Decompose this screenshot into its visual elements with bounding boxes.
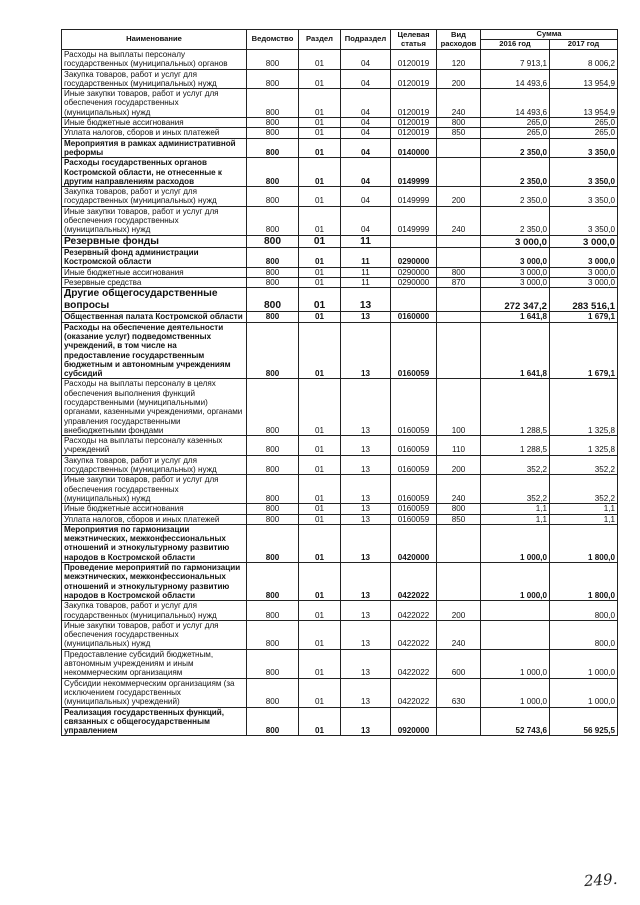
row-name-cell: Иные закупки товаров, работ и услуг для обеспечения государственных (муниципальных) нужд xyxy=(62,620,247,649)
handwritten-page-number: 249. xyxy=(583,869,618,891)
row-year1-cell xyxy=(481,601,550,621)
row-subsection-cell: 04 xyxy=(341,138,391,158)
table-row xyxy=(62,267,618,277)
table-row xyxy=(62,50,618,70)
row-subsection-cell: 13 xyxy=(341,563,391,601)
budget-sheet xyxy=(61,29,617,736)
row-year2-cell: 1 000,0 xyxy=(550,678,618,707)
row-name-cell: Предоставление субсидий бюджетным, автономным учреждениям и иным некоммерческим организациям xyxy=(62,649,247,678)
row-year2-cell: 1 325,8 xyxy=(550,379,618,436)
row-year2-cell: 1 679,1 xyxy=(550,322,618,379)
row-section-cell: 01 xyxy=(299,248,341,268)
row-ministry-cell: 800 xyxy=(247,678,299,707)
row-target-cell: 0120019 xyxy=(391,118,437,128)
row-year2-cell: 56 925,5 xyxy=(550,707,618,736)
row-expense-type-cell: 110 xyxy=(437,436,481,456)
header-row xyxy=(62,30,618,40)
row-subsection-cell: 13 xyxy=(341,649,391,678)
row-year1-cell: 1,1 xyxy=(481,504,550,514)
row-name-cell: Расходы на выплаты персоналу казенных учреждений xyxy=(62,436,247,456)
row-ministry-cell: 800 xyxy=(247,322,299,379)
row-year2-cell: 3 000,0 xyxy=(550,278,618,288)
row-year2-cell: 13 954,9 xyxy=(550,89,618,118)
row-year1-cell: 352,2 xyxy=(481,455,550,475)
row-section-cell: 01 xyxy=(299,89,341,118)
row-section-cell: 01 xyxy=(299,206,341,235)
row-target-cell: 0422022 xyxy=(391,620,437,649)
row-target-cell: 0422022 xyxy=(391,678,437,707)
row-target-cell xyxy=(391,288,437,312)
row-year2-cell: 1,1 xyxy=(550,514,618,524)
table-row xyxy=(62,118,618,128)
row-name-cell: Иные закупки товаров, работ и услуг для обеспечения государственных (муниципальных) нужд xyxy=(62,475,247,504)
row-target-cell: 0420000 xyxy=(391,524,437,562)
table-row xyxy=(62,475,618,504)
row-section-cell: 01 xyxy=(299,620,341,649)
row-year1-cell: 272 347,2 xyxy=(481,288,550,312)
row-subsection-cell: 04 xyxy=(341,69,391,89)
row-name-cell: Мероприятия по гармонизации межэтнических, межконфессиональных отношений и этнокультурному развитию народов в Костромской области xyxy=(62,524,247,562)
row-expense-type-cell xyxy=(437,707,481,736)
row-ministry-cell: 800 xyxy=(247,138,299,158)
row-year2-cell: 1 800,0 xyxy=(550,563,618,601)
row-section-cell: 01 xyxy=(299,379,341,436)
row-ministry-cell: 800 xyxy=(247,288,299,312)
row-name-cell: Мероприятия в рамках административной реформы xyxy=(62,138,247,158)
row-year2-cell: 3 350,0 xyxy=(550,187,618,207)
row-name-cell: Иные бюджетные ассигнования xyxy=(62,504,247,514)
row-section-cell: 01 xyxy=(299,514,341,524)
table-row xyxy=(62,524,618,562)
col-name-header: Наименование xyxy=(62,30,247,50)
row-ministry-cell: 800 xyxy=(247,475,299,504)
row-target-cell: 0160059 xyxy=(391,455,437,475)
row-subsection-cell: 11 xyxy=(341,248,391,268)
row-year1-cell: 1 288,5 xyxy=(481,436,550,456)
row-target-cell: 0160059 xyxy=(391,322,437,379)
row-name-cell: Реализация государственных функций, связанных с общегосударственным управлением xyxy=(62,707,247,736)
row-section-cell: 01 xyxy=(299,138,341,158)
row-ministry-cell: 800 xyxy=(247,278,299,288)
row-year1-cell: 1 641,8 xyxy=(481,312,550,322)
row-year1-cell: 265,0 xyxy=(481,118,550,128)
row-year1-cell: 2 350,0 xyxy=(481,158,550,187)
row-section-cell: 01 xyxy=(299,707,341,736)
row-section-cell: 01 xyxy=(299,235,341,248)
row-subsection-cell: 13 xyxy=(341,379,391,436)
row-name-cell: Иные закупки товаров, работ и услуг для обеспечения государственных (муниципальных) нужд xyxy=(62,206,247,235)
row-section-cell: 01 xyxy=(299,158,341,187)
row-target-cell: 0422022 xyxy=(391,601,437,621)
row-name-cell: Расходы на обеспечение деятельности (оказание услуг) подведомственных учреждений, в том числе на предоставление государственным бюджетным и автономным учреждениям субсидий xyxy=(62,322,247,379)
row-year1-cell: 2 350,0 xyxy=(481,138,550,158)
row-target-cell: 0920000 xyxy=(391,707,437,736)
row-expense-type-cell: 200 xyxy=(437,69,481,89)
row-year2-cell: 800,0 xyxy=(550,601,618,621)
row-subsection-cell: 04 xyxy=(341,118,391,128)
row-expense-type-cell: 850 xyxy=(437,128,481,138)
table-row xyxy=(62,69,618,89)
row-expense-type-cell: 240 xyxy=(437,89,481,118)
row-ministry-cell: 800 xyxy=(247,50,299,70)
row-name-cell: Закупка товаров, работ и услуг для государственных (муниципальных) нужд xyxy=(62,455,247,475)
row-section-cell: 01 xyxy=(299,69,341,89)
row-name-cell: Уплата налогов, сборов и иных платежей xyxy=(62,514,247,524)
row-name-cell: Уплата налогов, сборов и иных платежей xyxy=(62,128,247,138)
row-expense-type-cell xyxy=(437,235,481,248)
row-expense-type-cell: 240 xyxy=(437,620,481,649)
table-row xyxy=(62,128,618,138)
table-row xyxy=(62,678,618,707)
col-subsection-header: Подраздел xyxy=(341,30,391,50)
row-year1-cell: 14 493,6 xyxy=(481,89,550,118)
row-subsection-cell: 04 xyxy=(341,187,391,207)
row-subsection-cell: 11 xyxy=(341,267,391,277)
row-target-cell: 0160059 xyxy=(391,504,437,514)
row-ministry-cell: 800 xyxy=(247,601,299,621)
row-expense-type-cell xyxy=(437,563,481,601)
row-name-cell: Резервный фонд администрации Костромской области xyxy=(62,248,247,268)
row-year2-cell: 3 350,0 xyxy=(550,158,618,187)
table-row xyxy=(62,235,618,248)
row-section-cell: 01 xyxy=(299,128,341,138)
row-year2-cell: 1 000,0 xyxy=(550,649,618,678)
row-expense-type-cell: 600 xyxy=(437,649,481,678)
row-target-cell: 0149999 xyxy=(391,206,437,235)
row-year2-cell: 3 000,0 xyxy=(550,267,618,277)
row-ministry-cell: 800 xyxy=(247,267,299,277)
row-year1-cell xyxy=(481,620,550,649)
table-row xyxy=(62,278,618,288)
row-subsection-cell: 04 xyxy=(341,128,391,138)
table-row xyxy=(62,288,618,312)
row-name-cell: Резервные средства xyxy=(62,278,247,288)
row-section-cell: 01 xyxy=(299,649,341,678)
row-expense-type-cell xyxy=(437,288,481,312)
row-subsection-cell: 13 xyxy=(341,678,391,707)
table-row xyxy=(62,455,618,475)
row-year1-cell: 3 000,0 xyxy=(481,235,550,248)
row-expense-type-cell xyxy=(437,312,481,322)
row-section-cell: 01 xyxy=(299,601,341,621)
row-section-cell: 01 xyxy=(299,267,341,277)
row-year1-cell: 1 000,0 xyxy=(481,563,550,601)
row-year2-cell: 283 516,1 xyxy=(550,288,618,312)
row-target-cell: 0290000 xyxy=(391,248,437,268)
table-row xyxy=(62,601,618,621)
row-year1-cell: 352,2 xyxy=(481,475,550,504)
row-year2-cell: 3 000,0 xyxy=(550,235,618,248)
col-section-header: Раздел xyxy=(299,30,341,50)
col-sum-header: Сумма xyxy=(481,30,618,40)
table-row xyxy=(62,620,618,649)
row-expense-type-cell xyxy=(437,524,481,562)
row-name-cell: Иные закупки товаров, работ и услуг для обеспечения государственных (муниципальных) нужд xyxy=(62,89,247,118)
row-year1-cell: 1 000,0 xyxy=(481,649,550,678)
row-year1-cell: 7 913,1 xyxy=(481,50,550,70)
table-row xyxy=(62,138,618,158)
budget-table xyxy=(61,29,618,736)
row-year2-cell: 1 800,0 xyxy=(550,524,618,562)
table-row xyxy=(62,158,618,187)
row-year1-cell: 3 000,0 xyxy=(481,248,550,268)
row-ministry-cell: 800 xyxy=(247,524,299,562)
row-name-cell: Иные бюджетные ассигнования xyxy=(62,118,247,128)
row-subsection-cell: 13 xyxy=(341,514,391,524)
table-row xyxy=(62,563,618,601)
row-ministry-cell: 800 xyxy=(247,235,299,248)
table-row xyxy=(62,379,618,436)
row-name-cell: Иные бюджетные ассигнования xyxy=(62,267,247,277)
row-year1-cell: 3 000,0 xyxy=(481,278,550,288)
row-year2-cell: 3 350,0 xyxy=(550,206,618,235)
row-target-cell: 0120019 xyxy=(391,128,437,138)
row-year2-cell: 352,2 xyxy=(550,475,618,504)
row-year2-cell: 352,2 xyxy=(550,455,618,475)
row-ministry-cell: 800 xyxy=(247,620,299,649)
row-expense-type-cell: 200 xyxy=(437,601,481,621)
row-subsection-cell: 13 xyxy=(341,707,391,736)
row-year2-cell: 265,0 xyxy=(550,128,618,138)
row-name-cell: Закупка товаров, работ и услуг для государственных (муниципальных) нужд xyxy=(62,601,247,621)
row-expense-type-cell xyxy=(437,138,481,158)
row-ministry-cell: 800 xyxy=(247,379,299,436)
row-expense-type-cell: 800 xyxy=(437,504,481,514)
row-year1-cell: 2 350,0 xyxy=(481,187,550,207)
col-target-header: Целевая статья xyxy=(391,30,437,50)
row-section-cell: 01 xyxy=(299,50,341,70)
row-expense-type-cell: 240 xyxy=(437,206,481,235)
row-target-cell: 0149999 xyxy=(391,158,437,187)
row-target-cell: 0120019 xyxy=(391,50,437,70)
row-year1-cell: 1 288,5 xyxy=(481,379,550,436)
table-row xyxy=(62,187,618,207)
row-section-cell: 01 xyxy=(299,524,341,562)
row-subsection-cell: 13 xyxy=(341,288,391,312)
row-target-cell: 0290000 xyxy=(391,278,437,288)
table-body xyxy=(62,50,618,736)
row-section-cell: 01 xyxy=(299,312,341,322)
row-section-cell: 01 xyxy=(299,118,341,128)
row-target-cell: 0160059 xyxy=(391,436,437,456)
row-expense-type-cell: 630 xyxy=(437,678,481,707)
row-name-cell: Закупка товаров, работ и услуг для государственных (муниципальных) нужд xyxy=(62,69,247,89)
row-year2-cell: 3 350,0 xyxy=(550,138,618,158)
row-name-cell: Общественная палата Костромской области xyxy=(62,312,247,322)
row-section-cell: 01 xyxy=(299,678,341,707)
row-ministry-cell: 800 xyxy=(247,118,299,128)
row-ministry-cell: 800 xyxy=(247,158,299,187)
col-ministry-header: Ведомство xyxy=(247,30,299,50)
row-year2-cell: 13 954,9 xyxy=(550,69,618,89)
row-year2-cell: 1 325,8 xyxy=(550,436,618,456)
row-year2-cell: 1,1 xyxy=(550,504,618,514)
row-expense-type-cell: 200 xyxy=(437,187,481,207)
table-row xyxy=(62,514,618,524)
row-ministry-cell: 800 xyxy=(247,248,299,268)
col-year2-header: 2017 год xyxy=(550,40,618,50)
row-name-cell: Другие общегосударственные вопросы xyxy=(62,288,247,312)
row-year2-cell: 1 679,1 xyxy=(550,312,618,322)
row-subsection-cell: 13 xyxy=(341,620,391,649)
row-section-cell: 01 xyxy=(299,455,341,475)
row-target-cell: 0120019 xyxy=(391,89,437,118)
row-subsection-cell: 13 xyxy=(341,601,391,621)
col-expense-type-header: Вид расходов xyxy=(437,30,481,50)
row-ministry-cell: 800 xyxy=(247,69,299,89)
row-ministry-cell: 800 xyxy=(247,128,299,138)
row-target-cell: 0290000 xyxy=(391,267,437,277)
row-subsection-cell: 11 xyxy=(341,278,391,288)
row-year1-cell: 3 000,0 xyxy=(481,267,550,277)
row-section-cell: 01 xyxy=(299,187,341,207)
row-name-cell: Закупка товаров, работ и услуг для государственных (муниципальных) нужд xyxy=(62,187,247,207)
table-row xyxy=(62,436,618,456)
row-year1-cell: 52 743,6 xyxy=(481,707,550,736)
row-target-cell xyxy=(391,235,437,248)
col-year1-header: 2016 год xyxy=(481,40,550,50)
row-name-cell: Расходы на выплаты персоналу в целях обеспечения выполнения функций государственными (муниципальными) органами, казенными учреждениями, органами управления государственными внебюджетными фондами xyxy=(62,379,247,436)
row-ministry-cell: 800 xyxy=(247,707,299,736)
row-year1-cell: 1 641,8 xyxy=(481,322,550,379)
row-target-cell: 0422022 xyxy=(391,563,437,601)
row-expense-type-cell: 800 xyxy=(437,267,481,277)
row-year1-cell: 265,0 xyxy=(481,128,550,138)
row-section-cell: 01 xyxy=(299,475,341,504)
table-row xyxy=(62,322,618,379)
row-expense-type-cell: 120 xyxy=(437,50,481,70)
row-name-cell: Субсидии некоммерческим организациям (за исключением государственных (муниципальных) учреждений) xyxy=(62,678,247,707)
row-target-cell: 0149999 xyxy=(391,187,437,207)
table-row xyxy=(62,707,618,736)
row-subsection-cell: 13 xyxy=(341,322,391,379)
row-section-cell: 01 xyxy=(299,278,341,288)
row-name-cell: Расходы государственных органов Костромской области, не отнесенные к другим направлениям расходов xyxy=(62,158,247,187)
row-year2-cell: 800,0 xyxy=(550,620,618,649)
row-ministry-cell: 800 xyxy=(247,312,299,322)
table-row xyxy=(62,248,618,268)
row-expense-type-cell: 240 xyxy=(437,475,481,504)
row-expense-type-cell xyxy=(437,322,481,379)
row-expense-type-cell xyxy=(437,158,481,187)
row-subsection-cell: 13 xyxy=(341,475,391,504)
row-expense-type-cell: 100 xyxy=(437,379,481,436)
row-year2-cell: 3 000,0 xyxy=(550,248,618,268)
row-ministry-cell: 800 xyxy=(247,563,299,601)
table-row xyxy=(62,649,618,678)
row-subsection-cell: 13 xyxy=(341,436,391,456)
row-target-cell: 0120019 xyxy=(391,69,437,89)
row-target-cell: 0160059 xyxy=(391,379,437,436)
row-target-cell: 0422022 xyxy=(391,649,437,678)
row-target-cell: 0140000 xyxy=(391,138,437,158)
row-subsection-cell: 13 xyxy=(341,455,391,475)
row-year1-cell: 14 493,6 xyxy=(481,69,550,89)
row-target-cell: 0160000 xyxy=(391,312,437,322)
row-expense-type-cell: 200 xyxy=(437,455,481,475)
row-year1-cell: 1 000,0 xyxy=(481,678,550,707)
row-ministry-cell: 800 xyxy=(247,89,299,118)
row-subsection-cell: 13 xyxy=(341,504,391,514)
row-subsection-cell: 04 xyxy=(341,50,391,70)
row-ministry-cell: 800 xyxy=(247,187,299,207)
row-ministry-cell: 800 xyxy=(247,504,299,514)
row-year1-cell: 1,1 xyxy=(481,514,550,524)
row-subsection-cell: 04 xyxy=(341,206,391,235)
row-subsection-cell: 11 xyxy=(341,235,391,248)
row-section-cell: 01 xyxy=(299,436,341,456)
row-expense-type-cell xyxy=(437,248,481,268)
row-target-cell: 0160059 xyxy=(391,475,437,504)
row-subsection-cell: 04 xyxy=(341,158,391,187)
row-name-cell: Проведение мероприятий по гармонизации межэтнических, межконфессиональных отношений и этнокультурному развитию народов в Костромской области xyxy=(62,563,247,601)
row-subsection-cell: 13 xyxy=(341,524,391,562)
row-name-cell: Резервные фонды xyxy=(62,235,247,248)
row-year2-cell: 265,0 xyxy=(550,118,618,128)
row-year1-cell: 2 350,0 xyxy=(481,206,550,235)
row-expense-type-cell: 870 xyxy=(437,278,481,288)
row-section-cell: 01 xyxy=(299,504,341,514)
row-year2-cell: 8 006,2 xyxy=(550,50,618,70)
row-ministry-cell: 800 xyxy=(247,206,299,235)
row-ministry-cell: 800 xyxy=(247,649,299,678)
table-row xyxy=(62,206,618,235)
row-subsection-cell: 04 xyxy=(341,89,391,118)
table-row xyxy=(62,312,618,322)
table-row xyxy=(62,504,618,514)
row-ministry-cell: 800 xyxy=(247,514,299,524)
row-target-cell: 0160059 xyxy=(391,514,437,524)
row-section-cell: 01 xyxy=(299,288,341,312)
row-expense-type-cell: 850 xyxy=(437,514,481,524)
table-row xyxy=(62,89,618,118)
row-year1-cell: 1 000,0 xyxy=(481,524,550,562)
row-expense-type-cell: 800 xyxy=(437,118,481,128)
row-ministry-cell: 800 xyxy=(247,436,299,456)
row-name-cell: Расходы на выплаты персоналу государственных (муниципальных) органов xyxy=(62,50,247,70)
row-subsection-cell: 13 xyxy=(341,312,391,322)
row-ministry-cell: 800 xyxy=(247,455,299,475)
row-section-cell: 01 xyxy=(299,322,341,379)
row-section-cell: 01 xyxy=(299,563,341,601)
